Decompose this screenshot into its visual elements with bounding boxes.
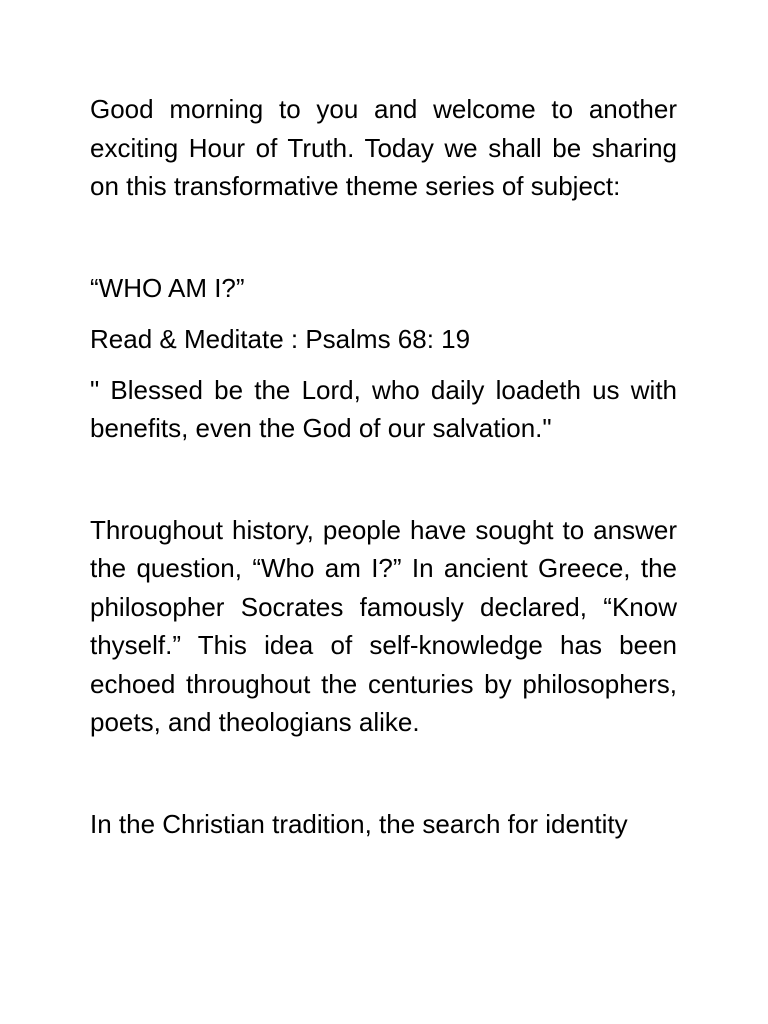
theme-title: “WHO AM I?” [90,272,245,303]
intro-paragraph: Good morning to you and welcome to another exciting Hour of Truth. Today we shall be sharing on this transformative theme series of subject: [90,94,677,201]
scripture-quote: " Blessed be the Lord, who daily loadeth us with benefits, even the God of our salvation." [90,374,677,443]
history-paragraph: Throughout history, people have sought to answer the question, “Who am I?” In ancient Greece, the philosopher Socrates famously declared, “Know thyself.” This idea of self-knowledge has been echoed throughout the centuries by philosophers, poets, and theologians alike. [90,514,677,737]
christian-paragraph: In the Christian tradition, the search for identity [90,808,628,839]
reading-reference: Read & Meditate : Psalms 68: 19 [90,324,471,354]
document-page [90,90,677,843]
